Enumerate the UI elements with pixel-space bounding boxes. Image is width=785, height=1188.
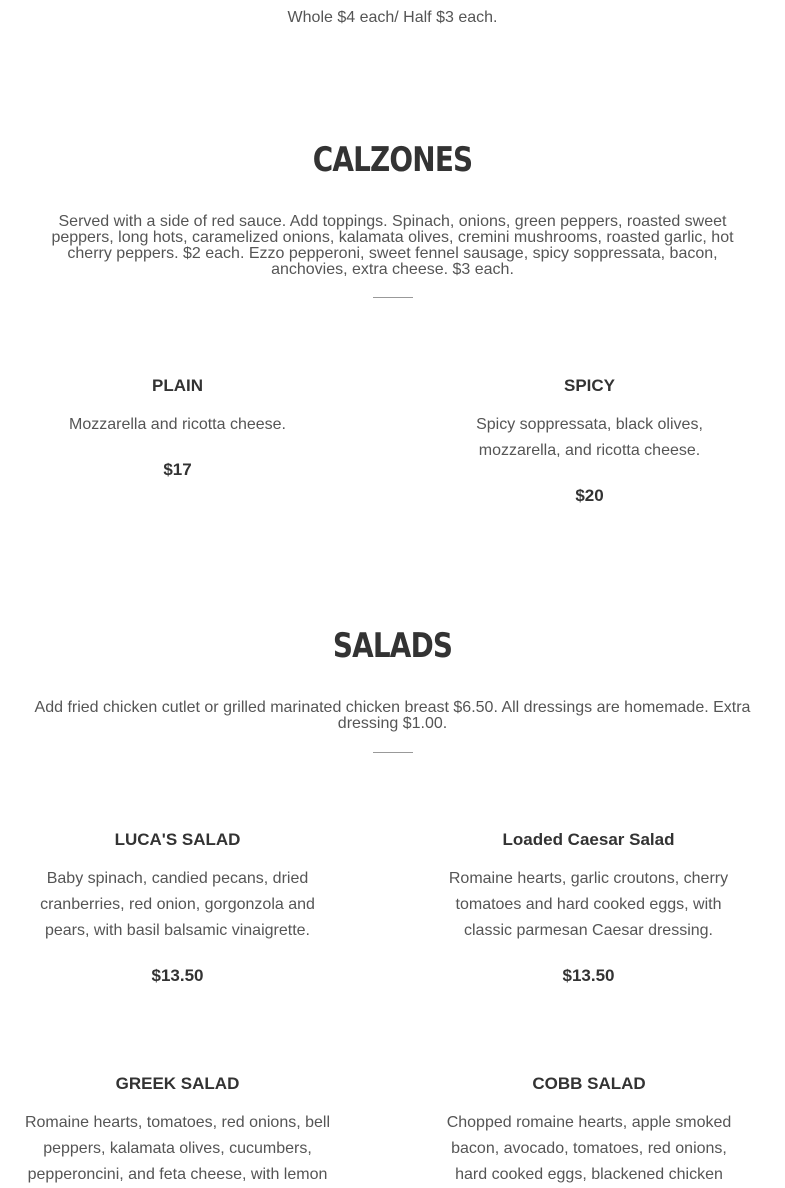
item-price: $20 — [575, 486, 604, 505]
calzones-description-wrap — [0, 214, 785, 278]
item-description: Romaine hearts, tomatoes, red onions, bell peppers, kalamata olives, cucumbers, pepperoncini, and feta cheese, with lemon — [24, 1114, 331, 1183]
menu-item-loaded-caesar-salad — [441, 830, 736, 986]
item-name: COBB SALAD — [532, 1074, 646, 1093]
item-name: Loaded Caesar Salad — [502, 830, 675, 849]
item-name: LUCA'S SALAD — [114, 830, 241, 849]
menu-item-lucas-salad — [30, 830, 325, 986]
calzones-divider-wrap — [0, 297, 785, 298]
menu-item-plain — [40, 376, 315, 480]
calzones-section — [0, 140, 785, 180]
item-price: $13.50 — [151, 966, 204, 985]
salads-divider — [373, 752, 413, 753]
item-price: $13.50 — [562, 966, 615, 985]
item-description: Spicy soppressata, black olives, mozzarella, and ricotta cheese. — [476, 416, 703, 459]
calzones-divider — [373, 297, 413, 298]
calzones-title: CALZONES — [312, 140, 473, 180]
salads-description-wrap — [0, 700, 785, 732]
item-description: Romaine hearts, garlic croutons, cherry tomatoes and hard cooked eggs, with classic parmesan Caesar dressing. — [448, 870, 729, 939]
item-name: SPICY — [563, 376, 616, 395]
salads-title: SALADS — [332, 626, 453, 666]
item-description: Chopped romaine hearts, apple smoked bacon, avocado, tomatoes, red onions, hard cooked eggs, blackened chicken — [446, 1114, 732, 1183]
menu-item-greek-salad — [20, 1074, 335, 1188]
salads-section — [0, 626, 785, 666]
salads-description: Add fried chicken cutlet or grilled marinated chicken breast $6.50. All dressings are homemade. Extra dressing $1.00. — [34, 699, 751, 732]
item-name: PLAIN — [152, 376, 203, 395]
calzones-description: Served with a side of red sauce. Add toppings. Spinach, onions, green peppers, roasted sweet peppers, long hots, caramelized onions, kalamata olives, cremini mushrooms, roasted garlic, hot cherry peppers. $2 each. Ezzo pepperoni, sweet fennel sausage, spicy soppressata, bacon, anchovies, extra cheese. $3 each. — [51, 213, 734, 278]
salads-divider-wrap — [0, 752, 785, 753]
item-description: Mozzarella and ricotta cheese. — [69, 416, 286, 433]
menu-item-cobb-salad — [439, 1074, 739, 1188]
top-note: Whole $4 each/ Half $3 each. — [287, 9, 498, 26]
item-price: $17 — [163, 460, 192, 479]
item-name: GREEK SALAD — [115, 1074, 240, 1093]
item-description: Baby spinach, candied pecans, dried cranberries, red onion, gorgonzola and pears, with basil balsamic vinaigrette. — [40, 870, 315, 939]
menu-item-spicy — [452, 376, 727, 506]
